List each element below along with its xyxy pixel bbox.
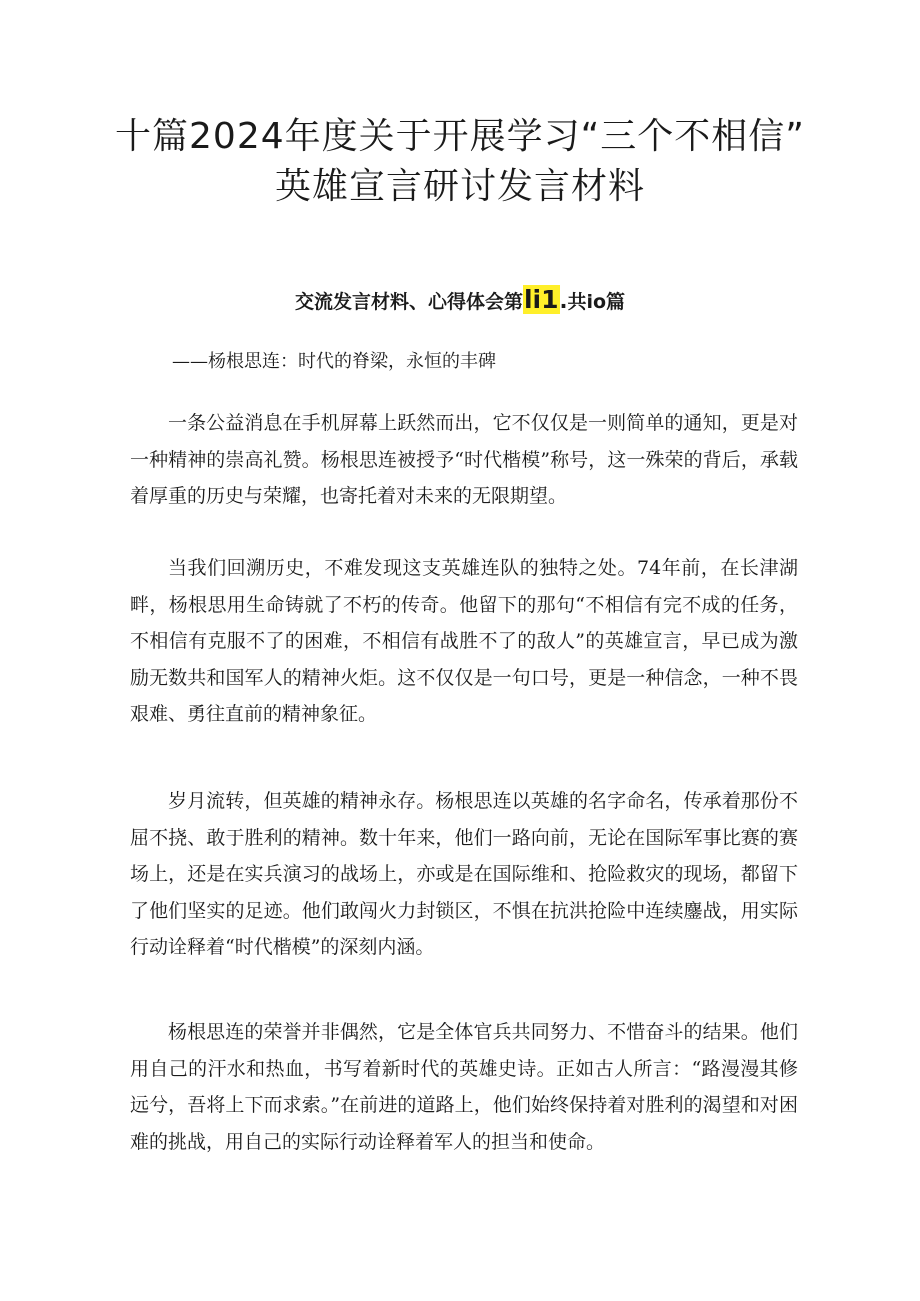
subtitle-suffix: 共io篇 bbox=[567, 291, 626, 313]
subtitle-highlight: li1 bbox=[523, 285, 559, 314]
paragraph-4: 杨根思连的荣誉并非偶然，它是全体官兵共同努力、不惜奋斗的结果。他们用自己的汗水和热血，书写着新时代的英雄史诗。正如古人所言：“路漫漫其修远兮，吾将上下而求索。”在前进的道路上，他们始终保持着对胜利的渴望和对困难的挑战，用自己的实际行动诠释着军人的担当和使命。 bbox=[130, 1021, 798, 1153]
document-subtitle bbox=[100, 282, 820, 320]
subtitle-highlight-tail: . bbox=[559, 289, 568, 313]
document-title-line2: 英雄宣言研讨发言材料 bbox=[274, 166, 645, 207]
paragraph-2: 当我们回溯历史，不难发现这支英雄连队的独特之处。74年前，在长津湖畔，杨根思用生命铸就了不朽的传奇。他留下的那句“不相信有完不成的任务，不相信有克服不了的困难，不相信有战胜不了的敌人”的英雄宣言，早已成为激励无数共和国军人的精神火炬。这不仅仅是一句口号，更是一种信念，一种不畏艰难、勇往直前的精神象征。 bbox=[130, 557, 798, 725]
document-byline: ——杨根思连：时代的脊梁，永恒的丰碑 bbox=[172, 351, 496, 372]
subtitle-prefix: 交流发言材料、心得体会第 bbox=[294, 291, 523, 313]
paragraph-3: 岁月流转，但英雄的精神永存。杨根思连以英雄的名字命名，传承着那份不屈不挠、敢于胜利的精神。数十年来，他们一路向前，无论在国际军事比赛的赛场上，还是在实兵演习的战场上，亦或是在国际维和、抢险救灾的现场，都留下了他们坚实的足迹。他们敢闯火力封锁区，不惧在抗洪抢险中连续鏖战，用实际行动诠释着“时代楷模”的深刻内涵。 bbox=[130, 790, 798, 958]
paragraph-1: 一条公益消息在手机屏幕上跃然而出，它不仅仅是一则简单的通知，更是对一种精神的崇高礼赞。杨根思连被授予“时代楷模”称号，这一殊荣的背后，承载着厚重的历史与荣耀，也寄托着对未来的无限期望。 bbox=[130, 412, 798, 507]
document-title-line1: 十篇2024年度关于开展学习“三个不相信” bbox=[115, 116, 805, 157]
